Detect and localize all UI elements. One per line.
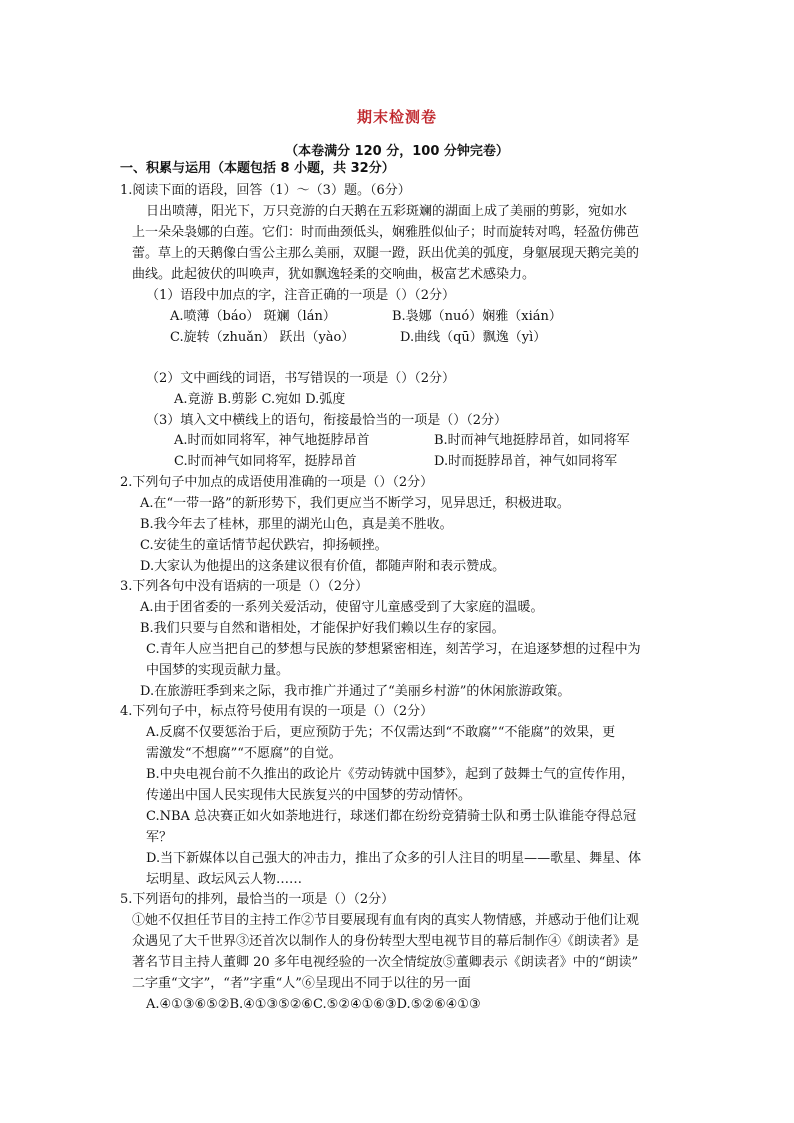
page-subtitle: （本卷满分 120 分，100 分钟完卷） [285,144,509,159]
question-1-stem: 1.阅读下面的语段，回答（1）～（3）题。（6分） [120,183,411,198]
option-d-continued: 坛明星、政坛风云人物…… [146,872,303,887]
subquestion-1-stem: （1）语段中加点的字，注音正确的一项是（）（2分） [146,288,456,303]
subquestion-2-stem: （2）文中画线的词语，书写错误的一项是（）（2分） [146,371,456,386]
sentence-line: 著名节目主持人董卿 20 多年电视经验的一次全情绽放⑤董卿表示《朗读者》中的“朗读” [132,955,639,970]
option-b: B.我们只要与自然和谐相处，才能保护好我们赖以生存的家园。 [140,621,505,636]
option-c: C.NBA 总决赛正如火如荼地进行，球迷们都在纷纷竞猜骑士队和勇士队谁能夺得总冠 [146,809,637,824]
subquestion-3-stem: （3）填入文中横线上的语句，衔接最恰当的一项是（）（2分） [146,413,508,428]
option-d: D.当下新媒体以自己强大的冲击力，推出了众多的引人注目的明星——歌星、舞星、体 [146,851,642,866]
option-b-continued: 传递出中国人民实现伟大民族复兴的中国梦的劳动情怀。 [146,788,472,803]
option-c: C.安徒生的童话情节起伏跌宕，抑扬顿挫。 [140,538,388,553]
option-a: A.反腐不仅要惩治于后，更应预防于先；不仅需达到“不敢腐”“不能腐”的效果，更 [146,725,616,740]
option-a-continued: 需激发“不想腐”“不愿腐”的自觉。 [146,746,342,761]
page-title: 期末检测卷 [356,108,437,126]
section-heading: 一、积累与运用（本题包括 8 小题，共 32分） [120,161,395,176]
question-4-stem: 4.下列句子中，标点符号使用有误的一项是（）（2分） [120,704,434,719]
question-2-stem: 2.下列句子中加点的成语使用准确的一项是（）（2分） [120,475,434,490]
question-3-stem: 3.下列各句中没有语病的一项是（）（2分） [120,579,369,594]
question-5-stem: 5.下列语句的排列，最恰当的一项是（）（2分） [120,892,395,907]
option-d: D.曲线（qū）飘逸（yì） [400,330,547,345]
option-a: A.由于团省委的一系列关爱活动，使留守儿童感受到了大家庭的温暖。 [140,600,544,615]
option-d: D.大家认为他提出的这条建议很有价值，都随声附和表示赞成。 [140,559,506,574]
option-c-continued: 中国梦的实现贡献力量。 [146,663,290,678]
option-b: B.中央电视台前不久推出的政论片《劳动铸就中国梦》，起到了鼓舞士气的宣传作用， [146,767,635,782]
option-d: D.时而挺脖昂首，神气如同将军 [434,454,618,469]
option-a: A.喷薄（báo） 斑斓（lán） [170,309,336,324]
option-d: D.在旅游旺季到来之际，我市推广并通过了“美丽乡村游”的休闲旅游政策。 [140,684,571,699]
option-c-continued: 军？ [146,830,173,845]
option-a: A.在“一带一路”的新形势下，我们更应当不断学习，见异思迁，积极进取。 [140,496,570,511]
option-b: B.袅娜（nuó）娴雅（xián） [392,309,562,324]
passage-line: 蕾。草上的天鹅像白雪公主那么美丽，双腿一蹬，跃出优美的弧度，身躯展现天鹅完美的 [132,246,640,261]
passage-line: 日出喷薄，阳光下，万只竞游的白天鹅在五彩斑斓的湖面上成了美丽的剪影，宛如水 [146,204,628,219]
option-c: C.旋转（zhuǎn） 跃出（yào） [170,330,355,345]
option-c: C.青年人应当把自己的梦想与民族的梦想紧密相连，刻苦学习，在追逐梦想的过程中为 [146,642,641,657]
passage-line: 曲线。此起彼伏的叫唤声，犹如飘逸轻柔的交响曲，极富艺术感染力。 [132,267,536,282]
option-a: A.时而如同将军，神气地挺脖昂首 [174,433,370,448]
sentence-line: ①她不仅担任节目的主持工作②节目要展现有血有肉的真实人物情感，并感动于他们让观 [132,913,640,928]
option-b: B.时而神气地挺脖昂首，如同将军 [434,433,630,448]
options-row: A.竟游 B.剪影 C.宛如 D.弧度 [174,392,346,407]
option-b: B.我今年去了桂林，那里的湖光山色，真是美不胜收。 [140,517,453,532]
sentence-line: 二字重“文字”，“者”字重“人”⑥呈现出不同于以往的另一面 [132,976,471,991]
sentence-line: 众遇见了大千世界③还首次以制作人的身份转型大型电视节目的幕后制作④《朗读者》是 [132,934,640,949]
options-row: A.④①③⑥⑤②B.④①③⑤②⑥C.⑤②④①⑥③D.⑤②⑥④①③ [146,997,481,1012]
option-c: C.时而神气如同将军，挺脖昂首 [174,454,357,469]
passage-line: 上一朵朵袅娜的白莲。它们：时而曲颈低头，娴雅胜似仙子；时而旋转对鸣，轻盈仿佛芭 [132,225,640,240]
